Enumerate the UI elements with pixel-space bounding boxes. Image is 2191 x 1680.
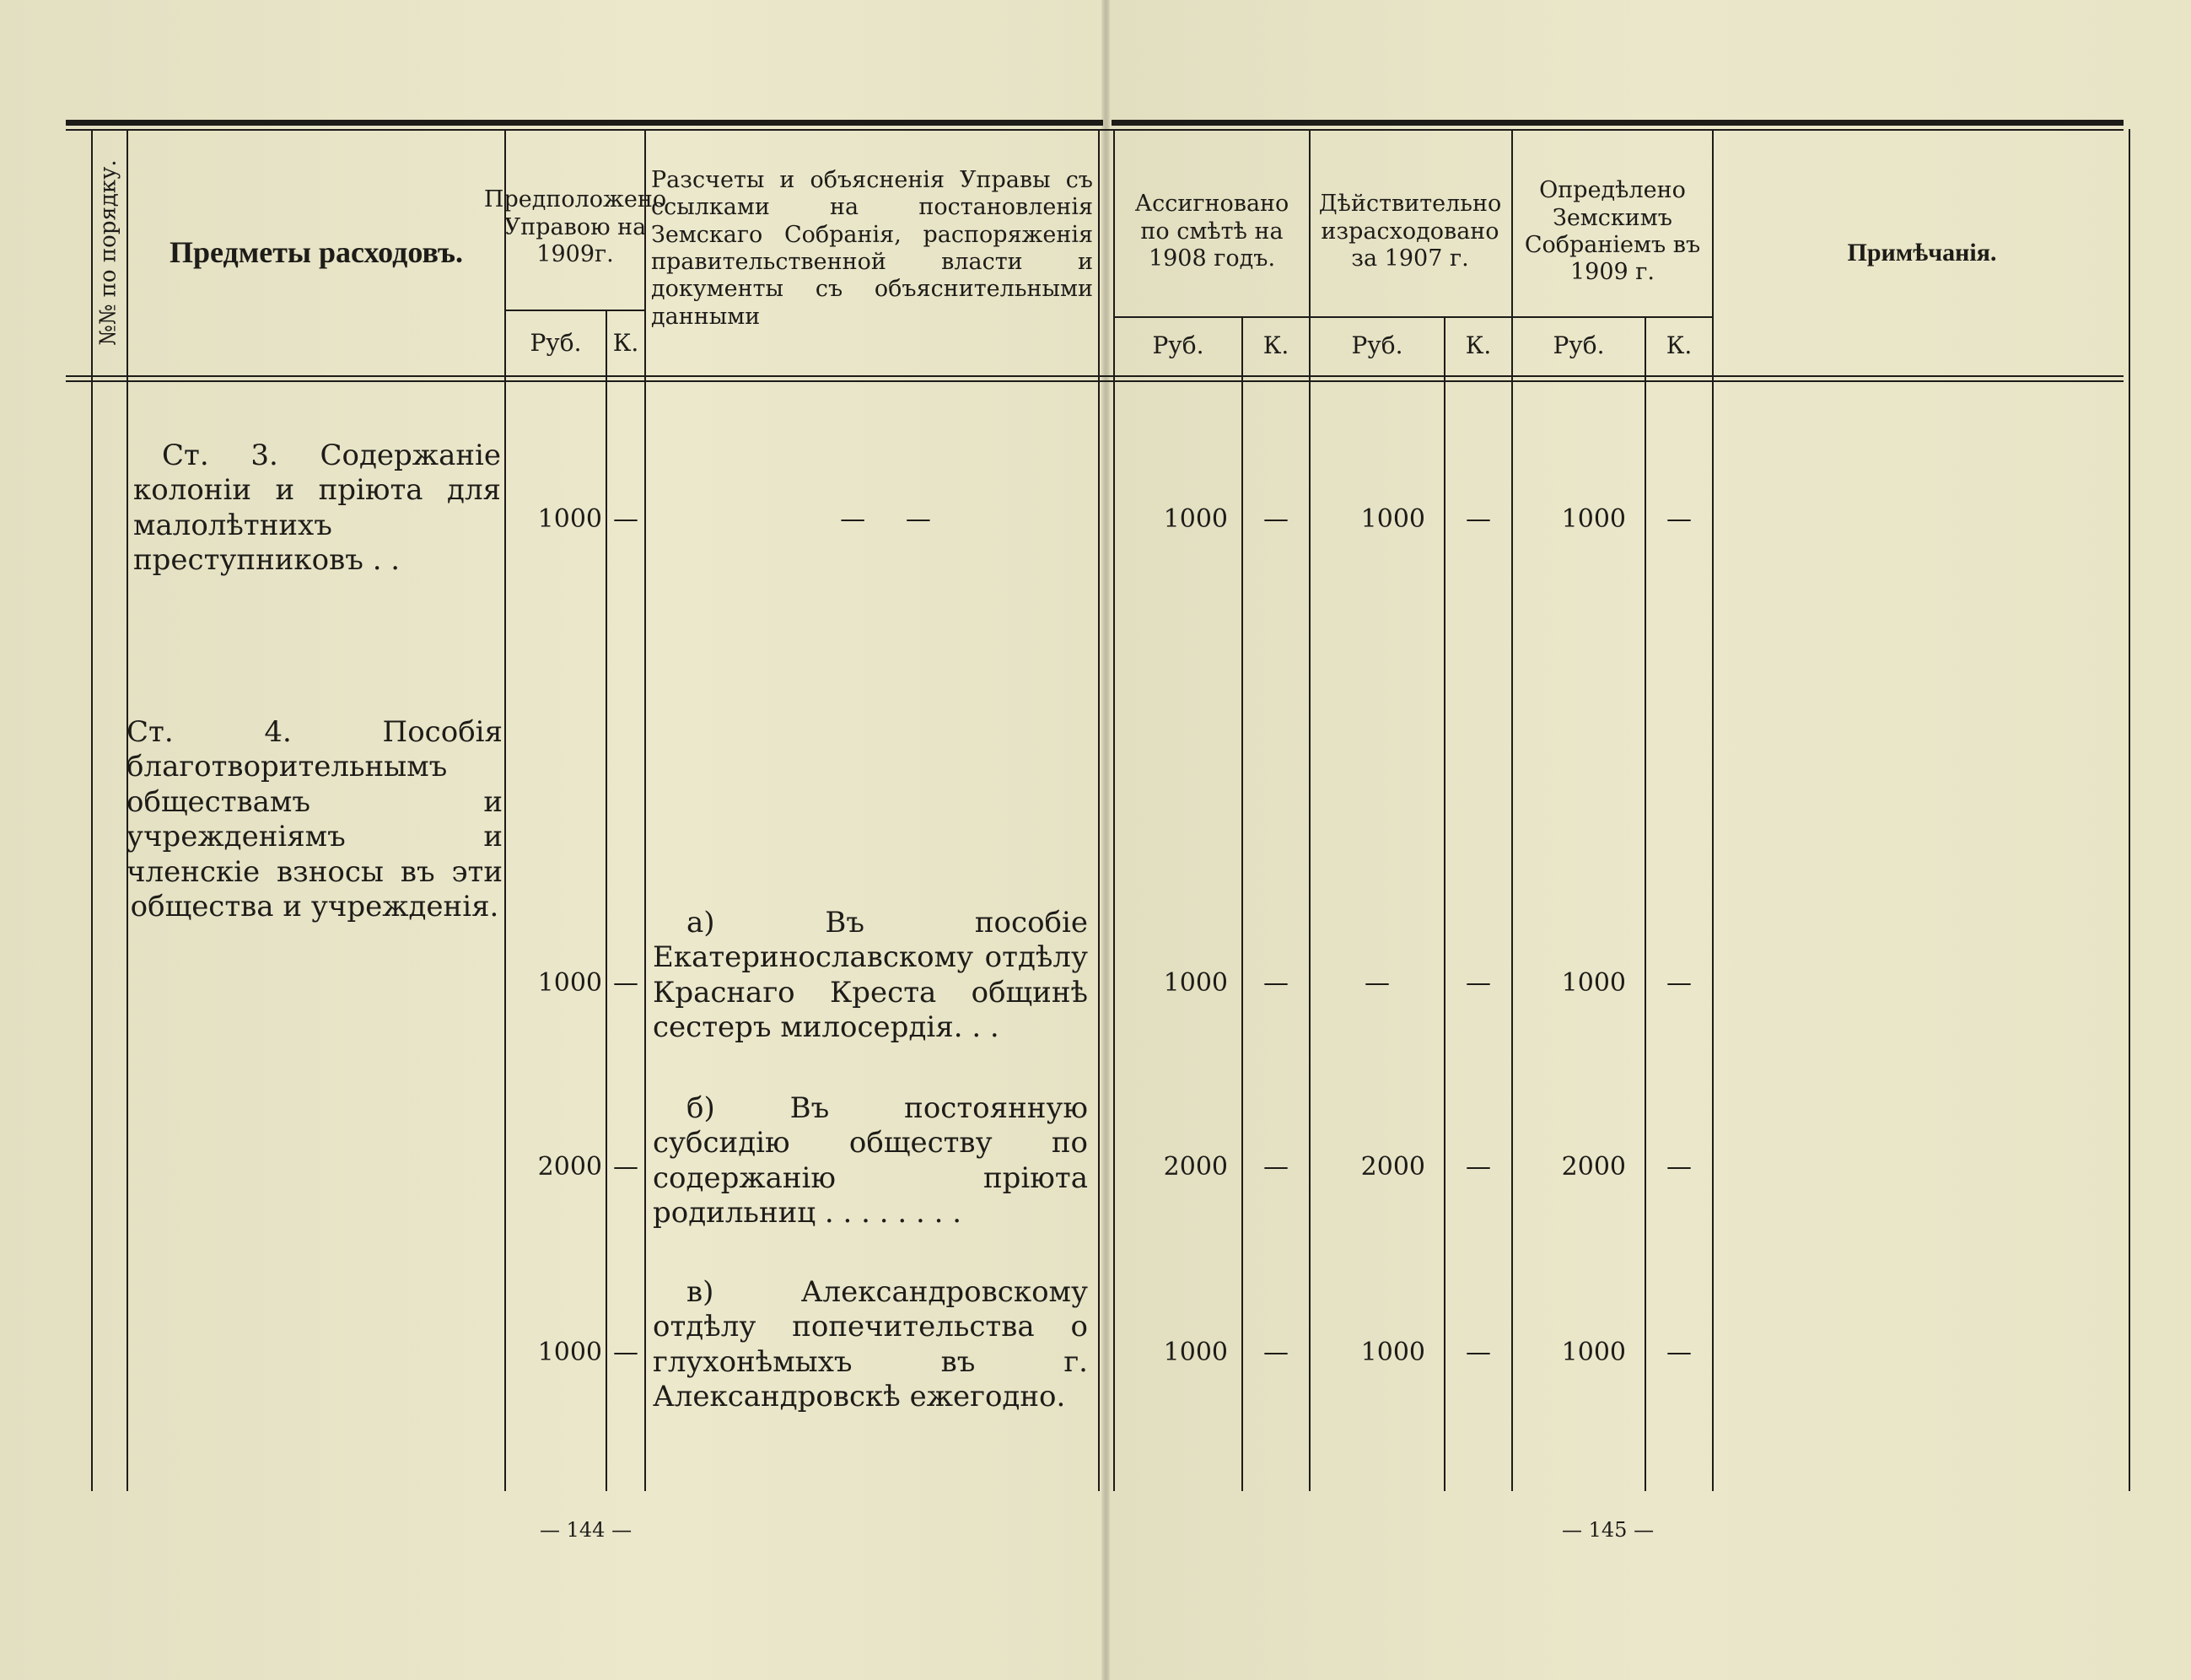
header-col-explain: Разсчеты и объясненія Управы съ ссылками на постановленія Земскаго Собранія, распоряженія правительственной власти и документы съ объяснительными данными xyxy=(651,166,1093,330)
vline-12 xyxy=(1712,129,1714,1491)
subheader-rub-spent: Руб. xyxy=(1351,331,1403,360)
row-b-spent-kop: — xyxy=(1466,1152,1491,1182)
row-v-proposed: 1000 xyxy=(537,1338,602,1367)
subheader-rub-assigned: Руб. xyxy=(1152,331,1204,360)
row-v-spent: 1000 xyxy=(1360,1338,1425,1367)
row-b-spent: 2000 xyxy=(1360,1152,1425,1182)
row-b-proposed: 2000 xyxy=(537,1152,602,1182)
subheader-kop-assigned: К. xyxy=(1262,331,1289,360)
vline-5 xyxy=(1098,129,1100,1491)
header-bottom-rule-2 xyxy=(66,380,2124,382)
art3-assigned-kop: — xyxy=(1263,504,1289,534)
top-rule-right xyxy=(1112,120,2124,126)
header-col-determined: Опредѣлено Земскимъ Собраніемъ въ 1909 г. xyxy=(1524,177,1701,286)
row-b-assigned-kop: — xyxy=(1263,1152,1289,1182)
art3-proposed: 1000 xyxy=(537,504,602,534)
row-b-proposed-kop: — xyxy=(613,1152,638,1182)
row-a-determined-kop: — xyxy=(1666,968,1692,998)
header-col-notes: Примѣчанія. xyxy=(1847,239,1997,267)
art3-assigned: 1000 xyxy=(1163,504,1228,534)
row-v-assigned: 1000 xyxy=(1163,1338,1228,1367)
vline-13 xyxy=(2129,129,2130,1491)
art3-spent: 1000 xyxy=(1360,504,1425,534)
vline-3 xyxy=(606,310,607,1491)
subheader-kop-determined: К. xyxy=(1666,331,1693,360)
art3-subject: Ст. 3. Содержаніе колоніи и пріюта для малолѣтнихъ преступниковъ . . xyxy=(133,439,501,578)
art3-explain-dashes: — — xyxy=(840,504,931,534)
row-b-explain: б) Въ постоянную субсидію обществу по содержанію пріюта родильниц . . . . . . . . xyxy=(653,1091,1088,1230)
row-v-proposed-kop: — xyxy=(613,1338,638,1367)
page-number-right: — 145 — xyxy=(1562,1518,1655,1542)
header-col-assigned: Ассигновано по смѣтѣ на 1908 годъ. xyxy=(1134,191,1289,272)
art3-determined-kop: — xyxy=(1666,504,1692,534)
row-a-explain: а) Въ пособіе Екатеринославскому отдѣлу Краснаго Креста общинѣ сестеръ милосердія. . . xyxy=(653,906,1088,1045)
row-v-explain: в) Александровскому отдѣлу попечительства о глухонѣмыхъ въ г. Александровскѣ ежегодно. xyxy=(653,1275,1088,1414)
vline-11 xyxy=(1645,316,1646,1491)
row-a-assigned-kop: — xyxy=(1263,968,1289,998)
subheader-rub-determined: Руб. xyxy=(1553,331,1605,360)
header-bottom-rule xyxy=(66,375,2124,377)
header-col-number: №№ по порядку. xyxy=(95,159,121,347)
page-number-left: — 144 — xyxy=(540,1518,633,1542)
row-a-proposed: 1000 xyxy=(537,968,602,998)
header-col-subject: Предметы расходовъ. xyxy=(170,235,463,270)
row-b-assigned: 2000 xyxy=(1163,1152,1228,1182)
subheader-rub-proposed: Руб. xyxy=(530,329,582,358)
book-spine xyxy=(1101,0,1110,1680)
art3-determined: 1000 xyxy=(1561,504,1626,534)
subheader-rule-right xyxy=(1113,316,1712,318)
vline-4 xyxy=(644,129,646,1491)
row-a-proposed-kop: — xyxy=(613,968,638,998)
subheader-rule-proposed xyxy=(504,310,644,311)
row-a-spent: — xyxy=(1365,968,1390,998)
art3-spent-kop: — xyxy=(1466,504,1491,534)
vline-7 xyxy=(1241,316,1243,1491)
top-rule-thin xyxy=(66,129,2124,131)
row-b-determined-kop: — xyxy=(1666,1152,1692,1182)
header-col-spent: Дѣйствительно израсходовано за 1907 г. xyxy=(1318,191,1502,272)
art4-subject: Ст. 4. Пособія благотворительнымъ обществамъ и учрежденіямъ и членскіе взносы въ эти общества и учрежденія. xyxy=(127,715,503,924)
row-v-assigned-kop: — xyxy=(1263,1338,1289,1367)
row-b-determined: 2000 xyxy=(1561,1152,1626,1182)
subheader-kop-proposed: К. xyxy=(612,329,639,358)
row-a-assigned: 1000 xyxy=(1163,968,1228,998)
vline-9 xyxy=(1444,316,1445,1491)
row-v-determined: 1000 xyxy=(1561,1338,1626,1367)
row-v-spent-kop: — xyxy=(1466,1338,1491,1367)
row-v-determined-kop: — xyxy=(1666,1338,1692,1367)
subheader-kop-spent: К. xyxy=(1465,331,1492,360)
art3-proposed-kop: — xyxy=(613,504,638,534)
top-rule-left xyxy=(66,120,1103,126)
row-a-spent-kop: — xyxy=(1466,968,1491,998)
header-col-proposed: Предположено Управою на 1909г. xyxy=(483,186,667,268)
row-a-determined: 1000 xyxy=(1561,968,1626,998)
